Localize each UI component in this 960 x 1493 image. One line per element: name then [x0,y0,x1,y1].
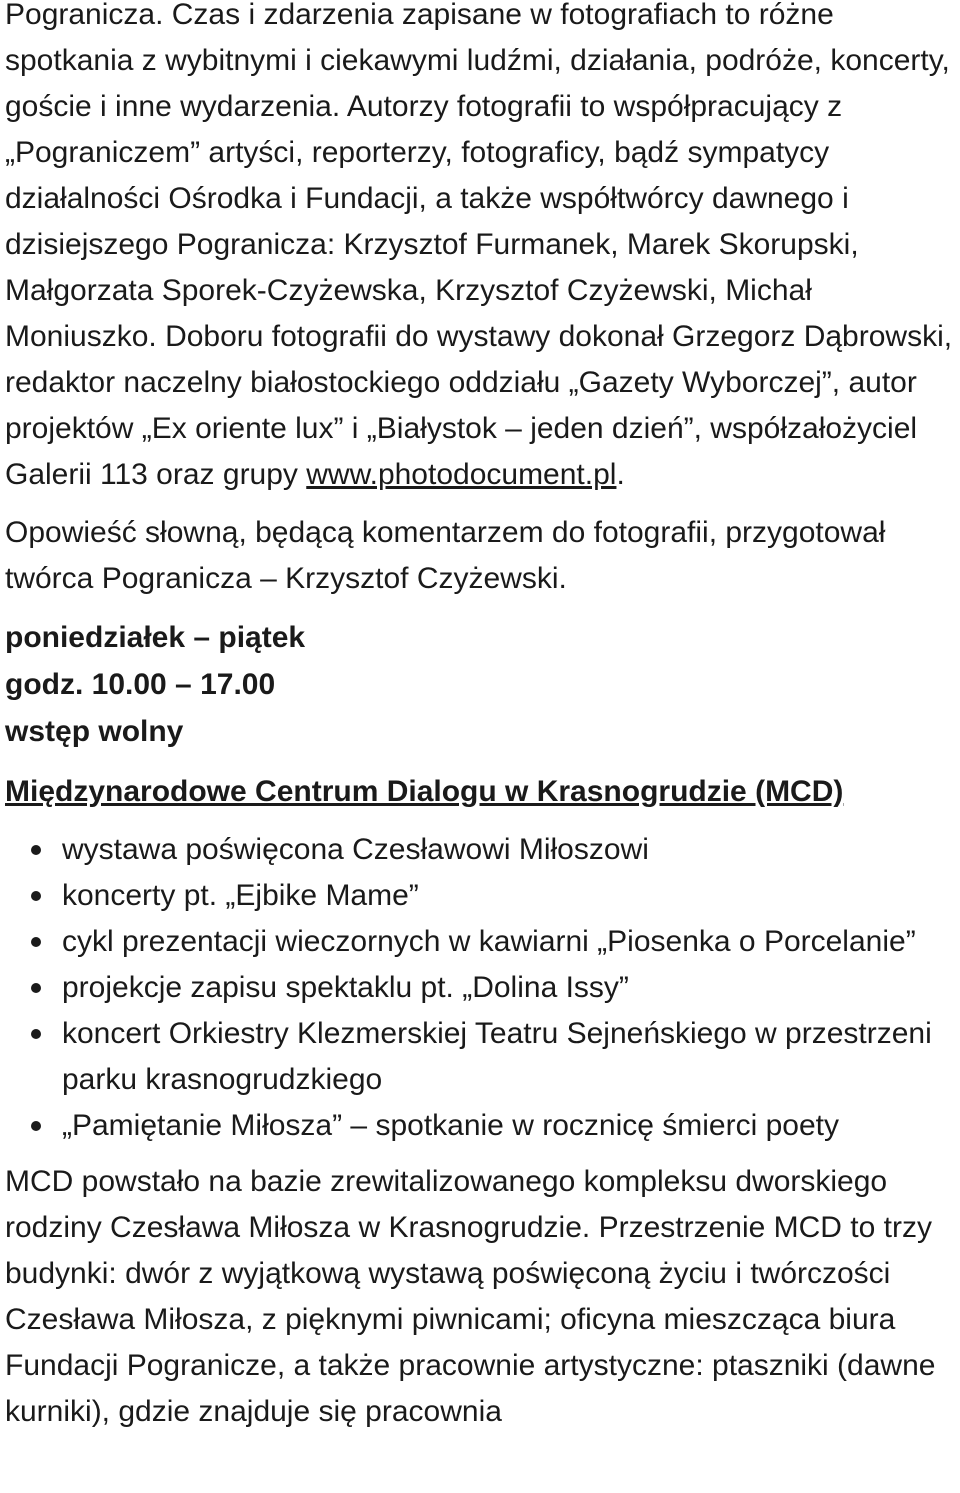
section-heading-mcd: Międzynarodowe Centrum Dialogu w Krasnogrudzie (MCD) [5,775,844,808]
bullet-icon [31,937,41,947]
list-item-text: wystawa poświęcona Czesławowi Miłoszowi [62,833,649,866]
bullet-icon [31,983,41,993]
list-item-text: projekcje zapisu spektaklu pt. „Dolina Issy” [62,971,629,1004]
document-page [5,0,955,1435]
list-item [5,1011,955,1103]
paragraph-photographers [5,0,955,498]
list-item [5,873,955,919]
list-item [5,919,955,965]
list-item-text: „Pamiętanie Miłosza” – spotkanie w rocznicę śmierci poety [62,1109,839,1142]
paragraph-narrative: Opowieść słowną, będącą komentarzem do fotografii, przygotował twórca Pogranicza – Krzysztof Czyżewski. [5,516,886,595]
list-item [5,965,955,1011]
list-item [5,1103,955,1149]
paragraph-mcd-description: MCD powstało na bazie zrewitalizowanego kompleksu dworskiego rodziny Czesława Miłosza w Krasnogrudzie. Przestrzenie MCD to trzy budynki: dwór z wyjątkową wystawą poświęconą życiu i twórczości Czesława Miłosza, z pięknymi piwnicami; oficyna mieszcząca biura Fundacji Pogranicze, a także pracownie artystyczne: ptaszniki (dawne kurniki), gdzie znajduje się pracownia [5,1165,936,1428]
opening-hours: godz. 10.00 – 17.00 [5,668,276,701]
opening-days: poniedziałek – piątek [5,621,306,654]
photodocument-link[interactable]: www.photodocument.pl [306,458,617,491]
list-item-text: koncerty pt. „Ejbike Mame” [62,879,419,912]
bullet-icon [31,891,41,901]
list-item [5,827,955,873]
events-list [5,827,955,1149]
entry-info: wstęp wolny [5,715,184,748]
paragraph-photographers-end: . [616,458,625,491]
bullet-icon [31,1121,41,1131]
bullet-icon [31,1029,41,1039]
list-item-text: cykl prezentacji wieczornych w kawiarni „Piosenka o Porcelanie” [62,925,916,958]
paragraph-photographers-text: Pogranicza. Czas i zdarzenia zapisane w fotografiach to różne spotkania z wybitnymi i ciekawymi ludźmi, działania, podróże, koncerty, goście i inne wydarzenia. Autorzy fotografii to współpracujący z „Pograniczem” artyści, reporterzy, fotograficy, bądź sympatycy działalności Ośrodka i Fundacji, a także współtwórcy dawnego i dzisiejszego Pogranicza: Krzysztof Furmanek, Marek Skorupski, Małgorzata Sporek-Czyżewska, Krzysztof Czyżewski, Michał Moniuszko. Doboru fotografii do wystawy dokonał Grzegorz Dąbrowski, redaktor naczelny białostockiego oddziału „Gazety Wyborczej”, autor projektów „Ex oriente lux” i „Białystok – jeden dzień”, współzałożyciel Galerii 113 oraz grupy [5,0,953,491]
list-item-text: koncert Orkiestry Klezmerskiej Teatru Sejneńskiego w przestrzeni parku krasnogrudzkiego [62,1017,932,1096]
bullet-icon [31,845,41,855]
